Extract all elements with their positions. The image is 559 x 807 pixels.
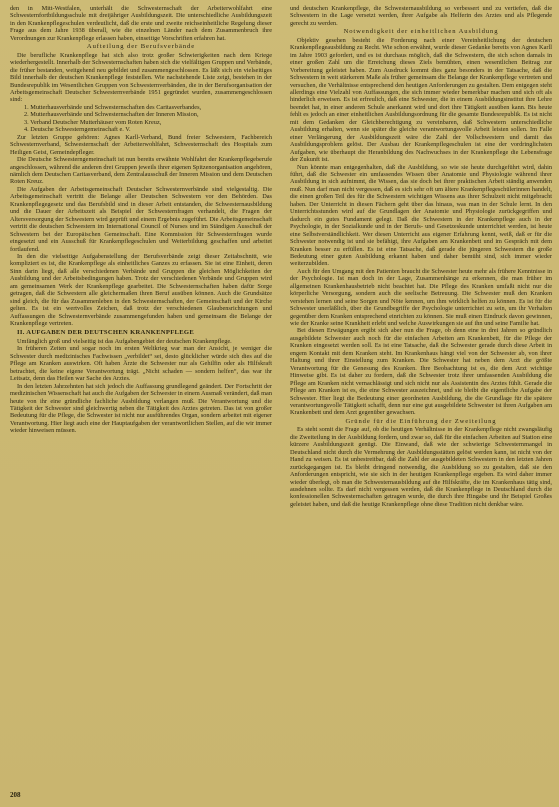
- paragraph: In den letzten Jahrzehnten hat sich jedoch die Auffassung grundlegend geändert. Der Fortschritt der medizinischen Wissenschaft hat auch die Aufgaben der Schwester in einem Ausmaß verändert, daß man heute von ihr eine gründliche fachliche Ausbildung verlangen muß. Die Verantwortung und die Tätigkeit der Schwester sind gleichwertig neben die Tätigkeit des Arztes getreten. Das ist von großer Bedeutung für die Pflege, die Schwester ist nicht nur ausführendes Organ, sondern arbeitet mit eigener Verantwortung. Hier liegt auch eine der Hauptaufgaben der verantwortlichen Stellen, auf die wir immer wieder hinweisen müssen.: [10, 382, 272, 435]
- page-footer: [10, 783, 552, 807]
- paragraph: Die Aufgaben der Arbeitsgemeinschaft Deutscher Schwesternverbände sind vielgestaltig. Die Arbeitsgemeinschaft vertritt die Belange aller Deutschen Schwestern vor den Behörden. Das Krankenpflegegesetz und das Berufsbild sind in dieser Arbeit entstanden, die Schwesternausbildung und die Dauer der Arbeitszeit als Beispiel der Schwesternfragen verhandelt, die Fragen der Altersversorgung der Schwestern wird geprüft und einem Ergebnis zugeführt. Die Arbeitsgemeinschaft vertritt die deutschen Schwestern im International Council of Nurses und im Ständigen Ausschuß der Schwestern bei der Europäischen Gemeinschaft. Eine Kommission für Schwesternfragen wurde eingesetzt und ein Ausschuß für Krankenpflegeschulen und Weiterbildung geschaffen und arbeitet fortlaufend.: [10, 185, 272, 253]
- paragraph: In früheren Zeiten und sogar noch im ersten Weltkrieg war man der Ansicht, je weniger die Schwester durch medizinisches Fachwissen „verbildet“ sei, desto glücklicher würde sich dies auf die Pflege am Kranken auswirken. Oft haben Ärzte die Schwester nur als Gehilfin oder als Hilfskraft betrachtet, die keine eigene Verantwortung trägt. „Nicht schaden — sondern helfen“, das war ihr Leitsatz, denn das Heilen war Sache des Arztes.: [10, 345, 272, 383]
- paragraph: In den die vielseitige Aufgabenstellung der Berufsverbände zeigt dieser Zeitabschnitt, wie kompliziert es ist, die Krankenpflege als einheitliches Ganzes zu erfassen. Sie ist eine Einheit, deren Sinn darin liegt, daß alle verschiedenen Verbände und Gruppen die gleichen Möglichkeiten der Ausbildung und der Arbeitsbedingungen haben. Trotz der verschiedenen Verbände und Gruppen wird am gemeinsamen Werk der Krankenpflege gearbeitet. Die Schwesternschaften haben dafür Sorge getragen, daß die Schwestern alle gleichermaßen ihren Beruf ausüben können. Auch die Grundsätze sind gleich, die für das Zusammenleben in den Schwesternschaften, der Gemeinschaft und der Kirche gelten. Es ist ein wertvolles Zeichen, daß trotz der verschiedenen Glaubensrichtungen und Auffassungen die Schwesternverbände zusammengefunden haben und gemeinsam die Belange der Krankenpflege vertreten.: [10, 252, 272, 328]
- paragraph: Objektiv gesehen besteht die Forderung nach einer Vereinheitlichung der deutschen Krankenpflegeausbildung zu Recht. Wie schon erwähnt, wurde dieser Gedanke bereits von Agnes Karll im Jahre 1903 gefordert, und es ist durchaus möglich, daß die Schwestern, die sich schon damals in einer großen Zahl um die Erreichung dieses Ziels bemühten, einen wesentlichen Beitrag zur Vorbereitung geleistet haben. Zum Ausdruck kommt dies ganz besonders in der Tatsache, daß die Schwestern in weit stärkerem Maße als früher gemeinsam die Belange der Krankenpflege vertreten und versuchen, die Verhältnisse entsprechend den heutigen Anforderungen zu gestalten. Dem entgegen steht allerdings eine Vielzahl von Auffassungen, die sich immer wieder bemerkbar machen und sich oft als hinderlich erweisen. Es ist erfreulich, daß eine Schwester, die in einem Ausbildungsinstitut ihre Lehre beendet hat, in einer anderen Schule anerkannt wird und dort ihre Tätigkeit ausüben kann. Bis heute fehlt es jedoch an einer einheitlichen Ausbildungsordnung für die gesamte Bundesrepublik. Es ist nicht mit dem Gedanken der Gleichberechtigung zu vereinbaren, daß Schwestern unterschiedliche Ausbildung erhalten, wenn sie später die gleiche verantwortungsvolle Arbeit leisten sollen. Im Falle einer Verlängerung der Ausbildungszeit wäre die Zahl der Vollschwestern und damit das Ausbildungsproblem gelöst. Der Ausbau der Krankenpflegeschulen ist eine der vordringlichsten Aufgaben, wie überhaupt die Heranbildung des Nachwuchses in der Krankenpflege die Lebensfrage der Zukunft ist.: [290, 36, 552, 164]
- paragraph: Die Deutsche Schwesterngemeinschaft ist nun bereits erwähnte Wohlfahrt der Krankenpflegeberufe angeschlossen, während die anderen drei Gruppen jeweils ihrer eigenen Spitzenorganisation angehören, nämlich dem Deutschen Caritasverband, dem Zentralausschuß der Inneren Mission und dem Deutschen Roten Kreuz.: [10, 156, 272, 186]
- paragraph: Die berufliche Krankenpflege hat sich also trotz großer Schwierigkeiten nach dem Kriege wiederhergestellt. Innerhalb der Schwesternschaften haben sich die vielfältigen Gruppen und Verbände, die früher bestanden, weitgehend neu gebildet und zusammengeschlossen. Es läßt sich ein vielseitiges Bild innerhalb der deutschen Krankenpflege feststellen. Wie nachstehende Liste zeigt, bestehen in der Bundesrepublik im Wesentlichen Gruppen von Schwesternverbänden, die in der Berufsorganisation der Arbeitsgemeinschaft Deutscher Schwesternverbände 1951 gegründet wurden, zusammengeschlossen sind:: [10, 51, 272, 104]
- left-column: [10, 5, 272, 783]
- right-column: [290, 5, 552, 783]
- list-item: 4. Deutsche Schwesterngemeinschaft e. V.: [24, 126, 131, 134]
- chapter-heading: II. AUFGABEN DER DEUTSCHEN KRANKENPFLEGE: [17, 329, 195, 337]
- section-heading: Aufteilung der Berufsverbände: [86, 43, 196, 51]
- paragraph: Zur letzten Gruppe gehören: Agnes Karll-Verband, Bund freier Schwestern, Fachbereich Schwesternverband, Schwesternschaft der Arbeiterwohlfahrt, Schwesternschaft des Hospitals zum Heiligen Geist, Gemeindepfleger.: [10, 133, 272, 156]
- list-item: 2. Mutterhausverbände und Schwesternschaften der Inneren Mission,: [24, 111, 199, 119]
- section-heading: Gründe für die Einführung der Zweiteilung: [345, 417, 497, 425]
- list-item: 3. Verband Deutscher Mutterhäuser vom Roten Kreuz,: [24, 118, 162, 126]
- paragraph: Bei diesen Erwägungen ergibt sich aber nun die Frage, ob denn eine in drei Jahren so gründlich ausgebildete Schwester auch noch für die einfachen Arbeiten am Krankenbett, für die Pflege der Kranken eingesetzt werden soll. Es ist eine Tatsache, daß die Schwester gerade durch diese Arbeit in engem Kontakt mit dem Kranken steht. Im Krankenhaus hängt viel von der Schwester ab, von ihrer Haltung und ihrer Einstellung zum Kranken. Die Schwester hat neben dem Arzt die größte Verantwortung für die Genesung des Kranken. Ihre Beobachtung ist es, die dem Arzt wichtige Hinweise gibt. Es ist daher zu fordern, daß die Schwester trotz ihrer umfassenden Ausbildung die Pflege am Kranken nicht vernachlässigt und sich nicht nur als Assistentin des Arztes fühlt. Gerade die Pflege am Kranken ist es, die eine Schwester auszeichnet, und sie bleibt die eigentliche Aufgabe der Schwester. Hier liegt die Bedeutung einer geordneten Ausbildung, die die Grundlage für die spätere verantwortungsvolle Tätigkeit schafft, denn nur eine gut ausgebildete Schwester ist ihren Aufgaben am Krankenbett und dem Arzt gegenüber gewachsen.: [290, 327, 552, 417]
- page-number: 208: [10, 791, 21, 799]
- paragraph: Nun könnte man entgegenhalten, daß die Ausbildung, so wie sie heute durchgeführt wird, dahin führt, daß die Schwester ein umfassendes Wissen über Anatomie und Physiologie während ihrer Ausbildung in sich aufnimmt, die Wissen, das sie doch bei ihrer praktischen Arbeit ständig anwenden muß. Nun darf man nicht vergessen, daß es sich sehr oft um ältere Krankenpflegeschülerinnen handelt, die einen großen Teil des für die Schwestern wichtigen Wissens aus ihrer Schulzeit nicht mitgebracht haben. Der Unterricht in diesen Fächern geht über das hinaus, was man in der Schule lernt. In den Unterrichtsstunden wird auf die Grundlagen der Anatomie und Physiologie zurückgegriffen und dadurch ein gutes Fundament gelegt. Daß die Schwestern in der Krankenpflege auch in der Psychologie, in der Sozialkunde und in der Berufs- und Gesetzeskunde unterrichtet werden, ist heute eine Selbstverständlichkeit. Wer diesen Unterricht aus eigener Erfahrung kennt, weiß, daß er für die Schwester notwendig ist und sie befähigt, ihre Aufgaben am Krankenbett und im Gespräch mit dem Kranken besser zu erfüllen. Es ist eine Tatsache, daß gerade die jüngeren Schwestern die große Bedeutung einer guten Ausbildung erkannt haben und daher bemüht sind, sich immer wieder weiterzubilden.: [290, 163, 552, 268]
- text-columns: [10, 5, 552, 783]
- paragraph: den in Mitt-Westfalen, unterhält die Schwesternschaft der Arbeiterwohlfahrt eine Schwesternfortbildungsschule mit dreijähriger Ausbildungszeit. Die unterschiedliche Ausbildungszeit in den Krankenpflegeschulen verdeutlicht, daß die erste und zweite reichseinheitliche Regelung dieser Frage aus dem Jahre 1938 überall, wie die einzelnen Länder nach dem Zusammenbruch ihre Verordnungen zur Krankenpflege erlassen haben, einseitige Vorschriften erfahren hat.: [10, 5, 272, 42]
- paragraph: und deutschen Krankenpflege, die Schwesternausbildung so verbessert und zu vertiefen, daß die Schwestern in die Lage versetzt werden, ihrer Aufgabe als Helferin des Arztes und als Pflegende gerecht zu werden.: [290, 5, 552, 27]
- section-heading: Notwendigkeit der einheitlichen Ausbildung: [343, 28, 499, 36]
- paragraph: Auch für den Umgang mit den Patienten braucht die Schwester heute mehr als frühere Kenntnisse in der Psychologie. Ist man doch in der Lage, Zusammenhänge zu erkennen, die man früher im allgemeinen Krankenhausbetrieb nicht beachtet hat. Die Pflege des Kranken umfaßt nicht nur die körperliche Versorgung, sondern auch die seelische Betreuung. Die Schwester muß den Kranken verstehen lernen und seine Sorgen und Nöte kennen, um ihm wirklich helfen zu können. Es ist für die Schwester unerläßlich, über die Grundbegriffe der Psychologie unterrichtet zu sein, um ihr Verhalten gegenüber dem Kranken entsprechend einrichten zu können. Sie muß einen Eindruck davon gewinnen, wie der Kranke seine Krankheit erlebt und welche Auswirkungen sie auf ihn und seine Familie hat.: [290, 267, 552, 328]
- paragraph: Es steht somit die Frage auf, ob die heutigen Verhältnisse in der Krankenpflege nicht zwangsläufig die Zweiteilung in der Ausbildung fordern, und zwar so, daß für die einfachen Arbeiten auf Station eine kürzere Ausbildungszeit genügt. Die Einwand, daß wie der schwierige Schwesternmangel in Deutschland nicht durch die Vermehrung der Ausbildungsstätten gelöst werden kann, ist nicht von der Hand zu weisen. Es ist unbestreitbar, daß die Zahl der ausgebildeten Schwestern in den letzten Jahren zurückgegangen ist. Es bleibt dringend notwendig, die Ausbildung so zu gestalten, daß sie den Anforderungen entspricht, wie sie sich in der heutigen Krankenpflege ergeben. Es wird daher immer wieder überlegt, ob man die Schwesternausbildung auf die Hilfskräfte, die im Krankenhaus tätig sind, ausdehnen sollte. Es darf nicht vergessen werden, daß die Krankenpflege in Deutschland durch die konfessionellen Schwesternschaften getragen wurde, die durch ihre Hingabe und ihr Beispiel Großes geleistet haben, und daß die heutige Krankenpflege ohne diese Tradition nicht denkbar wäre.: [290, 426, 552, 508]
- paragraph: Umfänglich groß und vielseitig ist das Aufgabengebiet der deutschen Krankenpflege.: [17, 337, 232, 345]
- list-item: 1. Mutterhausverbände und Schwesternschaften des Caritasverbandes,: [24, 103, 202, 111]
